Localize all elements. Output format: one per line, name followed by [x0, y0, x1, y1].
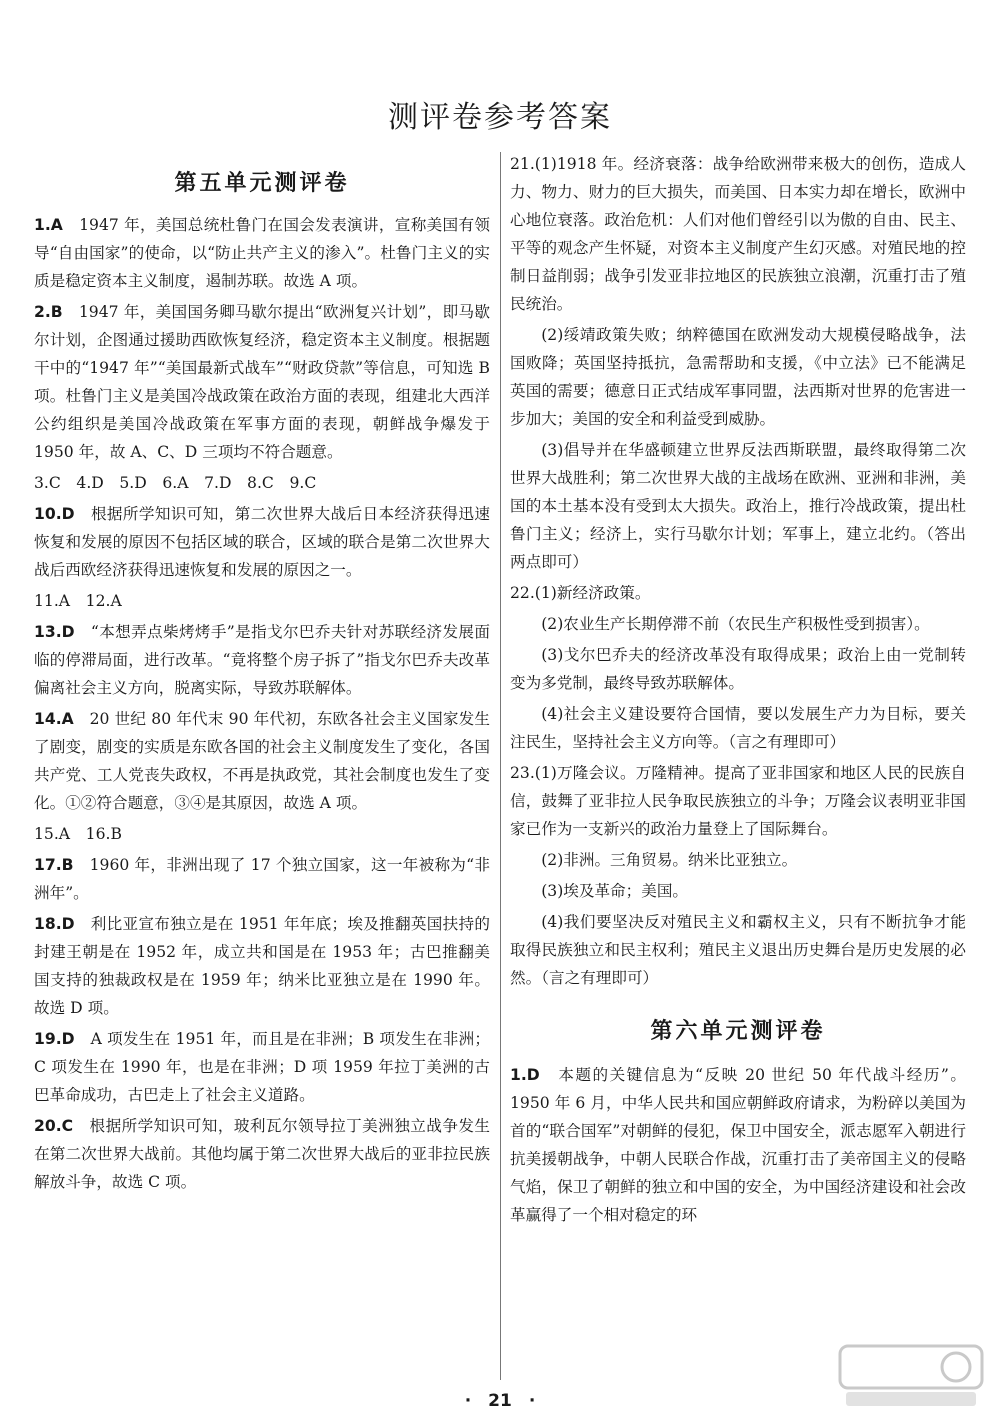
question-number: 10.D — [34, 505, 91, 523]
q23-part: 23.(1)万隆会议。万隆精神。提高了亚非国家和地区人民的民族自信，鼓舞了亚非拉人民争取民族独立的斗争；万隆会议表明亚非国家已作为一支新兴的政治力量登上了国际舞台。 — [510, 764, 966, 838]
unit5-answer-item — [34, 587, 490, 615]
right-column — [510, 150, 966, 1232]
unit5-answer-item — [34, 820, 490, 848]
answer-text: A 项发生在 1951 年，而且是在非洲；B 项发生在非洲；C 项发生在 1990 年，也是在非洲；D 项 1959 年拉丁美洲的古巴革命成功，古巴走上了社会主义道路。 — [34, 1030, 490, 1104]
unit5-answer-item — [34, 1112, 490, 1196]
q22-part: (3)戈尔巴乔夫的经济改革没有取得成果；政治上由一党制转变为多党制，最终导致苏联解体。 — [510, 646, 966, 692]
unit5-answer-item — [34, 1025, 490, 1109]
q21-part: 21.(1)1918 年。经济衰落：战争给欧洲带来极大的创伤，造成人力、物力、财力的巨大损失，而美国、日本实力却在增长，欧洲中心地位衰落。政治危机：人们对他们曾经引以为傲的自由、民主、平等的观念产生怀疑，对资本主义制度产生幻灭感。对殖民地的控制日益削弱；战争引发亚非拉地区的民族独立浪潮，沉重打击了殖民统治。 — [510, 155, 966, 313]
answer-text: 3.C 4.D 5.D 6.A 7.D 8.C 9.C — [34, 474, 317, 492]
question-number: 1.D — [510, 1066, 559, 1084]
answer-text: 根据所学知识可知，第二次世界大战后日本经济获得迅速恢复和发展的原因不包括区域的联合，区域的联合是第二次世界大战后西欧经济获得迅速恢复和发展的原因之一。 — [34, 505, 490, 579]
unit5-answer-item — [34, 618, 490, 702]
section-title-unit5: 第五单元测评卷 — [174, 171, 350, 196]
unit5-answer-item — [34, 500, 490, 584]
answer-text: 本题的关键信息为“反映 20 世纪 50 年代战斗经历”。1950 年 6 月，中华人民共和国应朝鲜政府请求，为粉碎以美国为首的“联合国军”对朝鲜的侵犯，保卫中国安全，派志愿军入朝进行抗美援朝战争，中朝人民联合作战，沉重打击了美帝国主义的侵略气焰，保卫了朝鲜的独立和中国的安全，为中国经济建设和社会改革赢得了一个相对稳定的环 — [510, 1066, 966, 1224]
unit5-answer-item — [34, 298, 490, 466]
watermark-logo — [836, 1342, 986, 1412]
question-number: 2.B — [34, 303, 79, 321]
section-title-unit6: 第六单元测评卷 — [650, 1019, 826, 1044]
q21-part: (2)绥靖政策失败；纳粹德国在欧洲发动大规模侵略战争，法国败降；英国坚持抵抗，急需帮助和支援，《中立法》已不能满足英国的需要；德意日正式结成军事同盟，法西斯对世界的危害进一步加大；美国的安全和利益受到威胁。 — [510, 326, 966, 428]
unit5-answer-list — [34, 211, 490, 1196]
unit5-answer-item — [34, 211, 490, 295]
q21-part: (3)倡导并在华盛顿建立世界反法西斯联盟，最终取得第二次世界大战胜利；第二次世界大战的主战场在欧洲、亚洲和非洲，美国的本土基本没有受到太大损失。政治上，推行冷战政策，提出杜鲁门主义；经济上，实行马歇尔计划；军事上，建立北约。（答出两点即可） — [510, 441, 966, 571]
question-number: 1.A — [34, 216, 80, 234]
answer-text: 20 世纪 80 年代末 90 年代初，东欧各社会主义国家发生了剧变，剧变的实质是东欧各国的社会主义制度发生了变化，各国共产党、工人党丧失政权，不再是执政党，其社会制度也发生了变化。①②符合题意，③④是其原因，故选 A 项。 — [34, 710, 490, 812]
question-number: 13.D — [34, 623, 91, 641]
answer-text: 11.A 12.A — [34, 592, 122, 610]
q23-part: (4)我们要坚决反对殖民主义和霸权主义，只有不断抗争才能取得民族独立和民主权利；殖民主义退出历史舞台是历史发展的必然。（言之有理即可） — [510, 913, 966, 987]
question-number: 14.A — [34, 710, 90, 728]
answer-text: “本想弄点柴烤烤手”是指戈尔巴乔夫针对苏联经济发展面临的停滞局面，进行改革。“竟将整个房子拆了”指戈尔巴乔夫改革偏离社会主义方向，脱离实际，导致苏联解体。 — [34, 623, 490, 697]
question-number: 20.C — [34, 1117, 90, 1135]
unit5-answer-item — [34, 469, 490, 497]
answer-text: 利比亚宣布独立是在 1951 年年底；埃及推翻英国扶持的封建王朝是在 1952 年，成立共和国是在 1953 年；古巴推翻美国支持的独裁政权是在 1959 年；纳米比亚独立是在 1990 年。故选 D 项。 — [34, 915, 490, 1017]
question-number: 19.D — [34, 1030, 91, 1048]
unit5-answer-item — [34, 705, 490, 817]
unit6-answer-item — [510, 1061, 966, 1229]
unit5-answer-item — [34, 910, 490, 1022]
unit6-answer-list — [510, 1061, 966, 1229]
answer-q22 — [510, 579, 966, 756]
question-number: 17.B — [34, 856, 90, 874]
unit5-answer-item — [34, 851, 490, 907]
page-title: 测评卷参考答案 — [388, 100, 612, 135]
answer-q23 — [510, 759, 966, 992]
column-divider — [500, 152, 501, 1380]
q22-part: (4)社会主义建设要符合国情，要以发展生产力为目标，要关注民生，坚持社会主义方向等。（言之有理即可） — [510, 705, 966, 751]
answer-text: 1947 年，美国总统杜鲁门在国会发表演讲，宣称美国有领导“自由国家”的使命，以“防止共产主义的渗入”。杜鲁门主义的实质是稳定资本主义制度，遏制苏联。故选 A 项。 — [34, 216, 490, 290]
left-column — [34, 150, 490, 1199]
answer-text: 15.A 16.B — [34, 825, 122, 843]
q22-part: (2)农业生产长期停滞不前（农民生产积极性受到损害）。 — [541, 615, 930, 633]
question-number: 18.D — [34, 915, 91, 933]
page-number: · 21 · — [464, 1391, 536, 1411]
answer-text: 1960 年，非洲出现了 17 个独立国家，这一年被称为“非洲年”。 — [34, 856, 490, 902]
q23-part: (3)埃及革命；美国。 — [541, 882, 689, 900]
q23-part: (2)非洲。三角贸易。纳米比亚独立。 — [541, 851, 798, 869]
answer-text: 1947 年，美国国务卿马歇尔提出“欧洲复兴计划”，即马歇尔计划，企图通过援助西欧恢复经济，稳定资本主义制度。根据题干中的“1947 年”“美国最新式战车”“财政贷款”等信息，可知选 B 项。杜鲁门主义是美国冷战政策在政治方面的表现，组建北大西洋公约组织是美国冷战政策在军事方面的表现，朝鲜战争爆发于 1950 年，故 A、C、D 三项均不符合题意。 — [34, 303, 490, 461]
q22-part: 22.(1)新经济政策。 — [510, 584, 651, 602]
answer-q21 — [510, 150, 966, 576]
answer-text: 根据所学知识可知，玻利瓦尔领导拉丁美洲独立战争发生在第二次世界大战前。其他均属于第二次世界大战后的亚非拉民族解放斗争，故选 C 项。 — [34, 1117, 490, 1191]
